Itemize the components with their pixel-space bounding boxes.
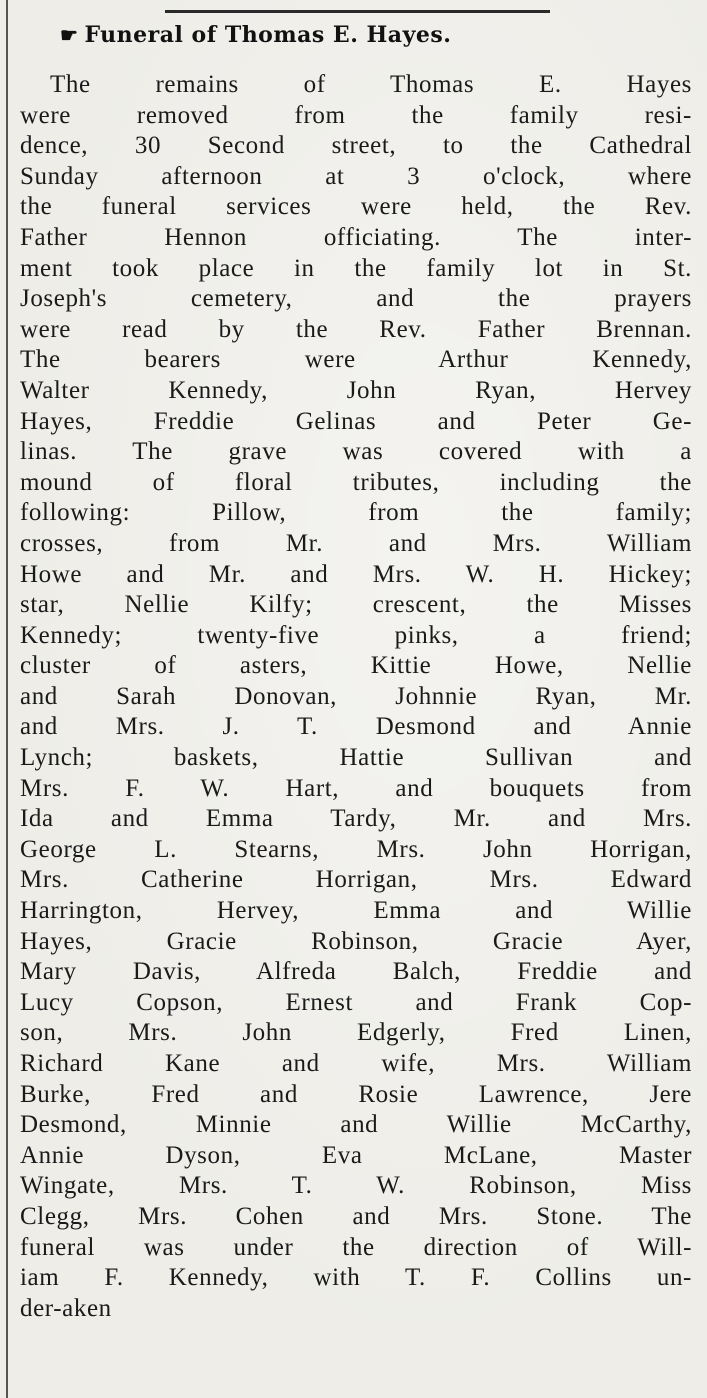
article-line: Wingate, Mrs. T. W. Robinson, Miss — [20, 1172, 692, 1200]
article-line: Joseph's cemetery, and the prayers — [20, 285, 692, 313]
article-line: son, Mrs. John Edgerly, Fred Linen, — [20, 1019, 692, 1047]
article-line: Hayes, Gracie Robinson, Gracie Ayer, — [20, 927, 692, 955]
article-line: Annie Dyson, Eva McLane, Master — [20, 1141, 692, 1169]
article-line: Mrs. Catherine Horrigan, Mrs. Edward — [20, 866, 692, 894]
article-line: Father Hennon officiating. The inter- — [20, 223, 692, 251]
article-line: Walter Kennedy, John Ryan, Hervey — [20, 376, 692, 404]
article-headline — [60, 22, 680, 48]
article-line: following: Pillow, from the family; — [20, 499, 692, 527]
article-line: The bearers were Arthur Kennedy, — [20, 346, 692, 374]
article-line: funeral was under the direction of Will- — [20, 1233, 692, 1261]
article-line: Ida and Emma Tardy, Mr. and Mrs. — [20, 805, 692, 833]
article-line: Harrington, Hervey, Emma and Willie — [20, 897, 692, 925]
article-line: Howe and Mr. and Mrs. W. H. Hickey; — [20, 560, 692, 588]
article-line: Hayes, Freddie Gelinas and Peter Ge- — [20, 407, 692, 435]
article-line: iam F. Kennedy, with T. F. Collins un- — [20, 1264, 692, 1292]
article-line: George L. Stearns, Mrs. John Horrigan, — [20, 835, 692, 863]
article-line: were read by the Rev. Father Brennan. — [20, 315, 692, 343]
article-line: mound of floral tributes, including the — [20, 468, 692, 496]
article-line: The remains of Thomas E. Hayes — [50, 71, 692, 98]
column-rule — [6, 0, 8, 1398]
article-line: and Sarah Donovan, Johnnie Ryan, Mr. — [20, 682, 692, 710]
article-line: linas. The grave was covered with a — [20, 438, 692, 466]
article-line: Sunday afternoon at 3 o'clock, where — [20, 162, 692, 190]
article-line: star, Nellie Kilfy; crescent, the Misses — [20, 591, 692, 619]
article-line: crosses, from Mr. and Mrs. William — [20, 529, 692, 557]
article-line: Mary Davis, Alfreda Balch, Freddie and — [20, 958, 692, 986]
article-body — [20, 70, 692, 1324]
article-line: Desmond, Minnie and Willie McCarthy, — [20, 1111, 692, 1139]
article-line: Richard Kane and wife, Mrs. William — [20, 1050, 692, 1077]
article-line: Lucy Copson, Ernest and Frank Cop- — [20, 988, 692, 1016]
article-line: ment took place in the family lot in St. — [20, 254, 692, 282]
article-line: cluster of asters, Kittie Howe, Nellie — [20, 652, 692, 680]
top-rule — [165, 10, 550, 13]
article-line: dence, 30 Second street, to the Cathedral — [20, 132, 692, 160]
article-line: Burke, Fred and Rosie Lawrence, Jere — [20, 1080, 692, 1108]
article-line: were removed from the family resi- — [20, 101, 692, 129]
headline-text: Funeral of Thomas E. Hayes. — [84, 22, 452, 48]
hand-pointer-icon: ☛ — [60, 23, 79, 47]
article-line: Clegg, Mrs. Cohen and Mrs. Stone. The — [20, 1202, 692, 1230]
article-line: the funeral services were held, the Rev. — [20, 193, 692, 221]
article-line: Mrs. F. W. Hart, and bouquets from — [20, 774, 692, 802]
article-line: Lynch; baskets, Hattie Sullivan and — [20, 744, 692, 772]
article-line: Kennedy; twenty-five pinks, a friend; — [20, 621, 692, 649]
article-line: and Mrs. J. T. Desmond and Annie — [20, 713, 692, 741]
article-line: der-aken — [20, 1294, 112, 1322]
